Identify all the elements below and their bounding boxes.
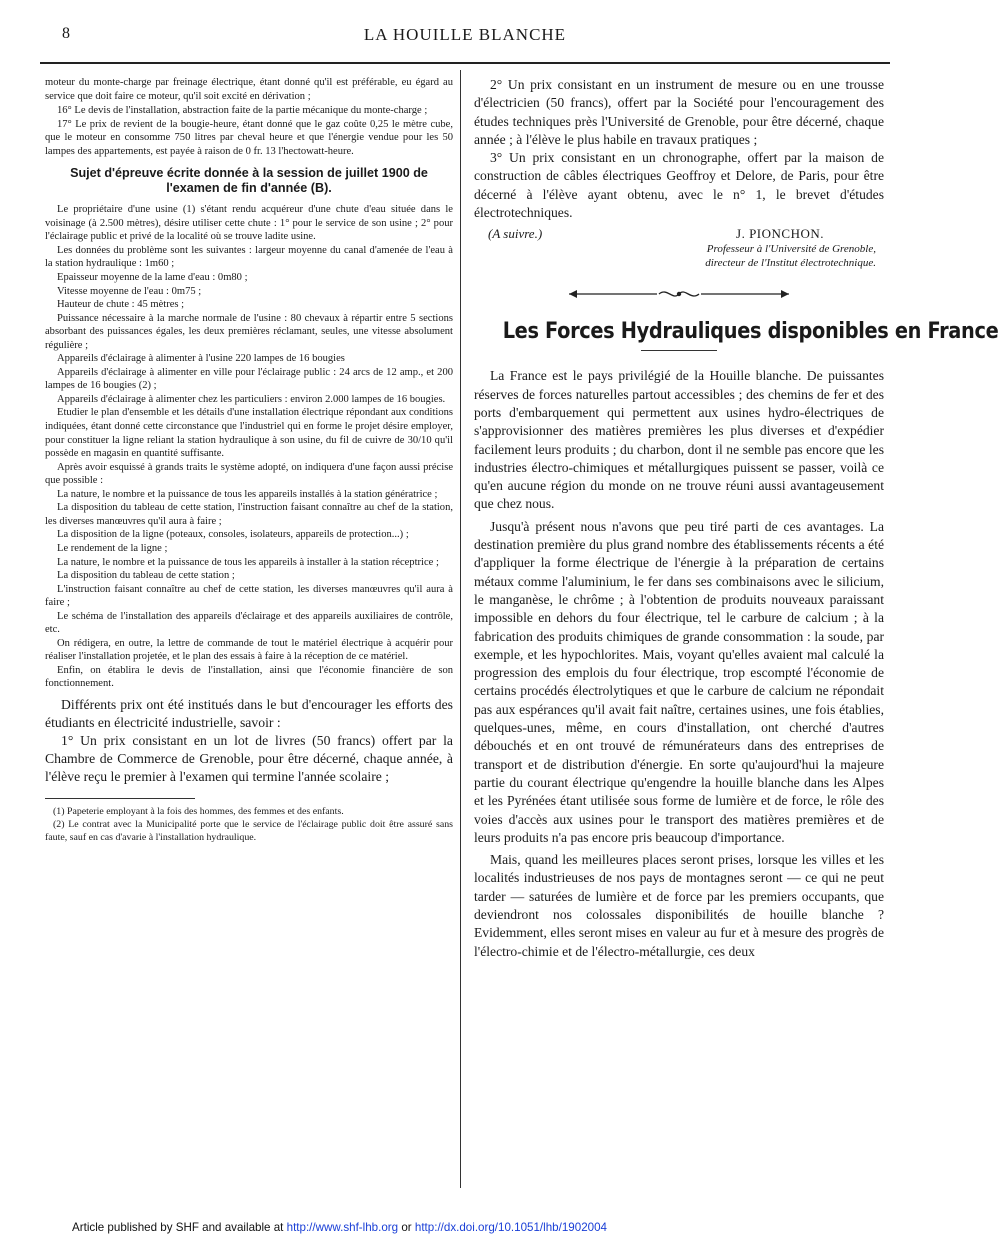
journal-running-head: LA HOUILLE BLANCHE (363, 25, 567, 44)
to-be-continued-note: (A suivre.) (488, 226, 543, 242)
footnotes (45, 805, 453, 844)
subject-paragraph: La nature, le nombre et la puissance de tous les appareils installés à la station génératrice ; (57, 488, 438, 500)
author-title-line: Professeur à l'Université de Grenoble, (706, 243, 876, 256)
intro-paragraph: 17° Le prix de revient de la bougie-heure, étant donné que le gaz coûte 0,25 le mètre cube, que le moteur en consomme 750 litres par cheval heure et que l'énergie vendue pour les 50 lampes des appartements, est payée à raison de 0 fr. 13 l'hectowatt-heure. (45, 118, 453, 157)
article-body (474, 367, 884, 961)
subject-paragraph: Appareils d'éclairage à alimenter chez les particuliers : environ 2.000 lampes de 16 bougies. (57, 393, 446, 405)
section-ornament (559, 288, 799, 300)
subject-paragraph: Hauteur de chute : 45 mètres ; (57, 299, 185, 311)
footnote: (1) Papeterie employant à la fois des hommes, des femmes et des enfants. (53, 805, 344, 817)
footer-text: Article published by SHF and available at (72, 1221, 284, 1234)
subject-paragraph: Appareils d'éclairage à alimenter à l'usine 220 lampes de 16 bougies (57, 353, 345, 365)
subject-paragraph: Le propriétaire d'une usine (1) s'étant rendu acquéreur d'une chute d'eau située dans le voisinage (à 2.500 mètres), désire utiliser cette chute : 1° pour le service de son usine ; 2° pour l'éclairage public et privé de la localité où se trouve ladite usine. (45, 204, 453, 243)
subject-paragraph: On rédigera, en outre, la lettre de commande de tout le matériel électrique à acquérir pour réaliser l'installation projetée, et le plan des essais à faire à la réception de ce matériel. (45, 637, 453, 663)
prizes-paragraph: Différents prix ont été institués dans le but d'encourager les efforts des étudiants en électricité industrielle, savoir : (45, 696, 453, 730)
article-title: Les Forces Hydrauliques disponibles en France (502, 318, 998, 345)
subject-paragraph: La nature, le nombre et la puissance de tous les appareils à installer à la station réceptrice ; (57, 556, 439, 568)
subject-paragraph: La disposition du tableau de cette station, l'instruction faisant connaître au chef de la station, les diverses manœuvres qu'il aura à faire ; (45, 502, 453, 527)
subject-paragraph: Le rendement de la ligne ; (57, 542, 168, 554)
author-title-line: directeur de l'Institut électrotechnique. (705, 257, 876, 270)
article-paragraph: Mais, quand les meilleures places seront prises, lorsque les villes et les localités industrieuses de nos pays de montagnes seront — ce qui ne peut tarder — saturées de lumière et de force par les premiers occupants, que deviendront nos colossales disponibilités de houille blanche ? Evidemment, elles seront mises en valeur au fur et à mesure des progrès de l'électro-chimie et de l'électro-métallurgie, ces deux (474, 852, 884, 959)
exam-intro-block (45, 76, 453, 158)
prizes-paragraph: 1° Un prix consistant en un lot de livres (50 francs) offert par la Chambre de Commerce de Grenoble, pour être décerné, chaque année, à l'élève reçu le premier à l'examen qui termine l'année scolaire ; (45, 732, 453, 784)
right-column (474, 76, 998, 961)
exam-subject-heading: Sujet d'épreuve écrite donnée à la session de juillet 1900 de l'examen de fin d'année (B). (70, 166, 428, 196)
subject-paragraph: La disposition de la ligne (poteaux, consoles, isolateurs, appareils de protection...) ; (57, 529, 409, 541)
prizes-continued-block (474, 76, 884, 222)
column-divider (460, 70, 461, 1188)
subject-paragraph: La disposition du tableau de cette station ; (57, 570, 235, 582)
footer-or: or (401, 1221, 412, 1234)
footnote: (2) Le contrat avec la Municipalité porte que le service de l'éclairage public doit être assuré sans faute, sauf en cas d'avarie à l'installation hydraulique. (45, 818, 453, 843)
left-column (45, 76, 453, 844)
subject-paragraph: Appareils d'éclairage à alimenter en ville pour l'éclairage public : 24 arcs de 12 amp., et 200 lampes de 16 bougies (2) ; (45, 366, 453, 392)
intro-paragraph: moteur du monte-charge par freinage électrique, étant donné qu'il est préférable, eu égard au service que doit faire ce moteur, qu'il soit excité en dérivation ; (45, 77, 453, 102)
prizes-paragraph: 2° Un prix consistant en un instrument de mesure ou en une trousse d'électricien (50 francs), offert par la Société pour l'encouragement des études techniques près l'Université de Grenoble, pour être décerné, chaque année ; à l'élève le plus habile en travaux pratiques ; (474, 77, 884, 147)
subject-paragraph: Le schéma de l'installation des appareils d'éclairage et des appareils auxiliaires de contrôle, etc. (45, 610, 453, 636)
prizes-paragraph: 3° Un prix consistant en un chronographe, offert par la maison de construction de câbles électriques Geoffroy et Delore, de Paris, pour être décerné à l'élève ayant obtenu, avec le n° 1, le brevet d'études électrotechniques. (474, 150, 884, 221)
footnote-rule (45, 798, 195, 799)
subject-paragraph: Les données du problème sont les suivantes : largeur moyenne du canal d'amenée de l'eau à la station hydraulique : 1m60 ; (45, 244, 453, 270)
publication-footer (72, 1221, 607, 1234)
header-rule (40, 62, 890, 64)
signature-row (474, 226, 884, 242)
article-paragraph: Jusqu'à présent nous n'avons que peu tiré parti de ces avantages. La destination première du plus grand nombre des établissements récents a été d'appliquer la forme électrique de l'énergie à la préparation de certains métaux comme l'aluminium, le fer dans ses combinaisons avec le silicium, le manganèse, le chrôme ; à l'obtention de produits nouveaux paraissant impossible en dehors du four électrique, tel le carbure de calcium ; à la fabrication des produits chimiques de grande consommation : la soude, par exemple, et les hypochlorites. Mais, voyant qu'elles avaient mal calculé la progression des emplois du four électrique, trop escompté l'économie de certains procédés électrolytiques et que le carbure de calcium ne répondait pas aux espérances qu'il avait fait naître, certaines usines, une fois établies, quelques-unes, même, en cours d'installation, ont cherché d'autres débouchés et en ont trouvé de rémunérateurs dans des entreprises de transport et de distribution d'énergie. En sorte qu'aujourd'hui la majeure partie du courant électrique qu'engendre la houille blanche dans les Alpes et les Pyrénées étant utilisée sous forme de lumière et de force, le rôle des voies d'accès aux usines pour le transport des matières premières et de leurs produits n'a pas encore pris beaucoup d'importance. (474, 518, 884, 845)
subject-paragraph: Après avoir esquissé à grands traits le système adopté, on indiquera d'une façon aussi précise que possible : (45, 461, 453, 487)
shf-link[interactable]: http://www.shf-lhb.org (286, 1221, 399, 1234)
article-paragraph: La France est le pays privilégié de la Houille blanche. De puissantes réserves de forces naturelles partout accessibles ; des chemins de fer et des ports d'embarquement qui permettent aux usines hydro-électriques de s'approvisionner des matières premières les plus diverses et d'expédier facilement leurs produits ; du charbon, dont il ne semble pas encore que les industries électro-chimiques et métallurgiques puissent se passer, voilà ce qu'en aucune région du monde on ne trouve réuni aussi avantageusement que chez nous. (474, 368, 884, 512)
doi-link[interactable]: http://dx.doi.org/10.1051/lhb/1902004 (414, 1221, 607, 1234)
title-rule (641, 350, 717, 351)
subject-paragraph: Etudier le plan d'ensemble et les détails d'une installation électrique répondant aux conditions indiquées, étant donné cette circonstance que l'industriel qui en forme le projet désire employer, pour constituer la ligne reliant la station hydraulique à son usine, du fil de cuivre de 30/10 qu'il possède en magasin en quantité suffisante. (45, 407, 453, 460)
subject-paragraph: L'instruction faisant connaître au chef de cette station, les diverses manœuvres qu'il aura à faire ; (45, 583, 453, 609)
subject-paragraph: Enfin, on établira le devis de l'installation, ainsi que l'économie financière de son fonctionnement. (45, 664, 453, 690)
subject-paragraph: Epaisseur moyenne de la lame d'eau : 0m80 ; (57, 272, 248, 284)
subject-paragraph: Puissance nécessaire à la marche normale de l'usine : 80 chevaux à répartir entre 5 sections absorbant des puissances égales, les deux premières réclamant, seules, une vitesse absolument régulière ; (45, 312, 453, 351)
page-number: 8 (62, 25, 70, 42)
prizes-intro-block (45, 696, 453, 786)
subject-paragraph: Vitesse moyenne de l'eau : 0m75 ; (57, 285, 202, 297)
intro-paragraph: 16° Le devis de l'installation, abstraction faite de la partie mécanique du monte-charge ; (57, 105, 428, 117)
exam-subject-block (45, 203, 453, 691)
author-name: J. PIONCHON. (736, 226, 824, 242)
